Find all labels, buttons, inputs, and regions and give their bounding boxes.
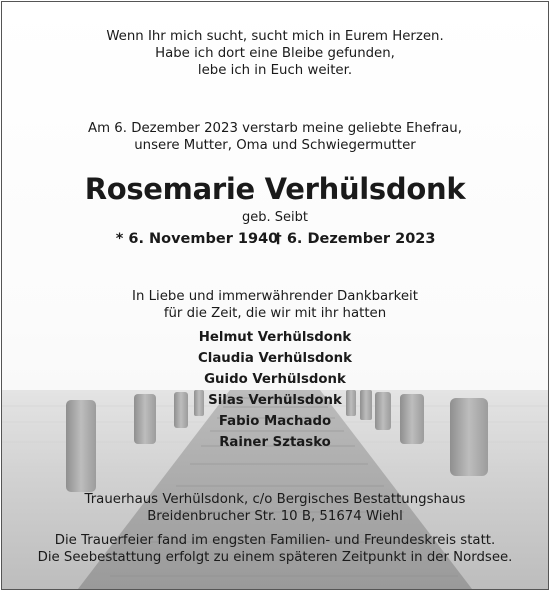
funeral-home-address: Trauerhaus Verhülsdonk, c/o Bergisches Bestattungshaus — [84, 492, 466, 507]
mourner-name: Claudia Verhülsdonk — [198, 351, 352, 366]
gratitude-line: für die Zeit, die wir mit ihr hatten — [163, 306, 387, 321]
ceremony-note: Die Trauerfeier fand im engsten Familien- und Freundeskreis statt. — [54, 533, 496, 548]
mourner-name: Rainer Sztasko — [219, 435, 331, 450]
intro-line: Am 6. Dezember 2023 verstarb meine geliebte Ehefrau, — [88, 121, 462, 136]
poem-line: lebe ich in Euch weiter. — [197, 63, 353, 78]
ceremony-note: Die Seebestattung erfolgt zu einem späteren Zeitpunkt in der Nordsee. — [37, 550, 513, 565]
mourner-name: Helmut Verhülsdonk — [198, 330, 352, 345]
poem-line: Habe ich dort eine Bleibe gefunden, — [155, 46, 395, 61]
obituary-notice — [1, 1, 549, 590]
mourner-name: Guido Verhülsdonk — [204, 372, 346, 387]
poem-line: Wenn Ihr mich sucht, sucht mich in Eurem Herzen. — [106, 29, 444, 44]
mourner-name: Fabio Machado — [218, 414, 332, 429]
mourner-name: Silas Verhülsdonk — [208, 393, 342, 408]
deceased-name: Rosemarie Verhülsdonk — [84, 172, 466, 206]
intro-line: unsere Mutter, Oma und Schwiegermutter — [134, 138, 416, 153]
maiden-name: geb. Seibt — [242, 210, 308, 225]
funeral-home-address: Breidenbrucher Str. 10 B, 51674 Wiehl — [147, 509, 403, 524]
gratitude-line: In Liebe und immerwährender Dankbarkeit — [132, 289, 418, 304]
death-date: † 6. Dezember 2023 — [274, 231, 436, 247]
birth-date: * 6. November 1940 — [115, 231, 279, 247]
